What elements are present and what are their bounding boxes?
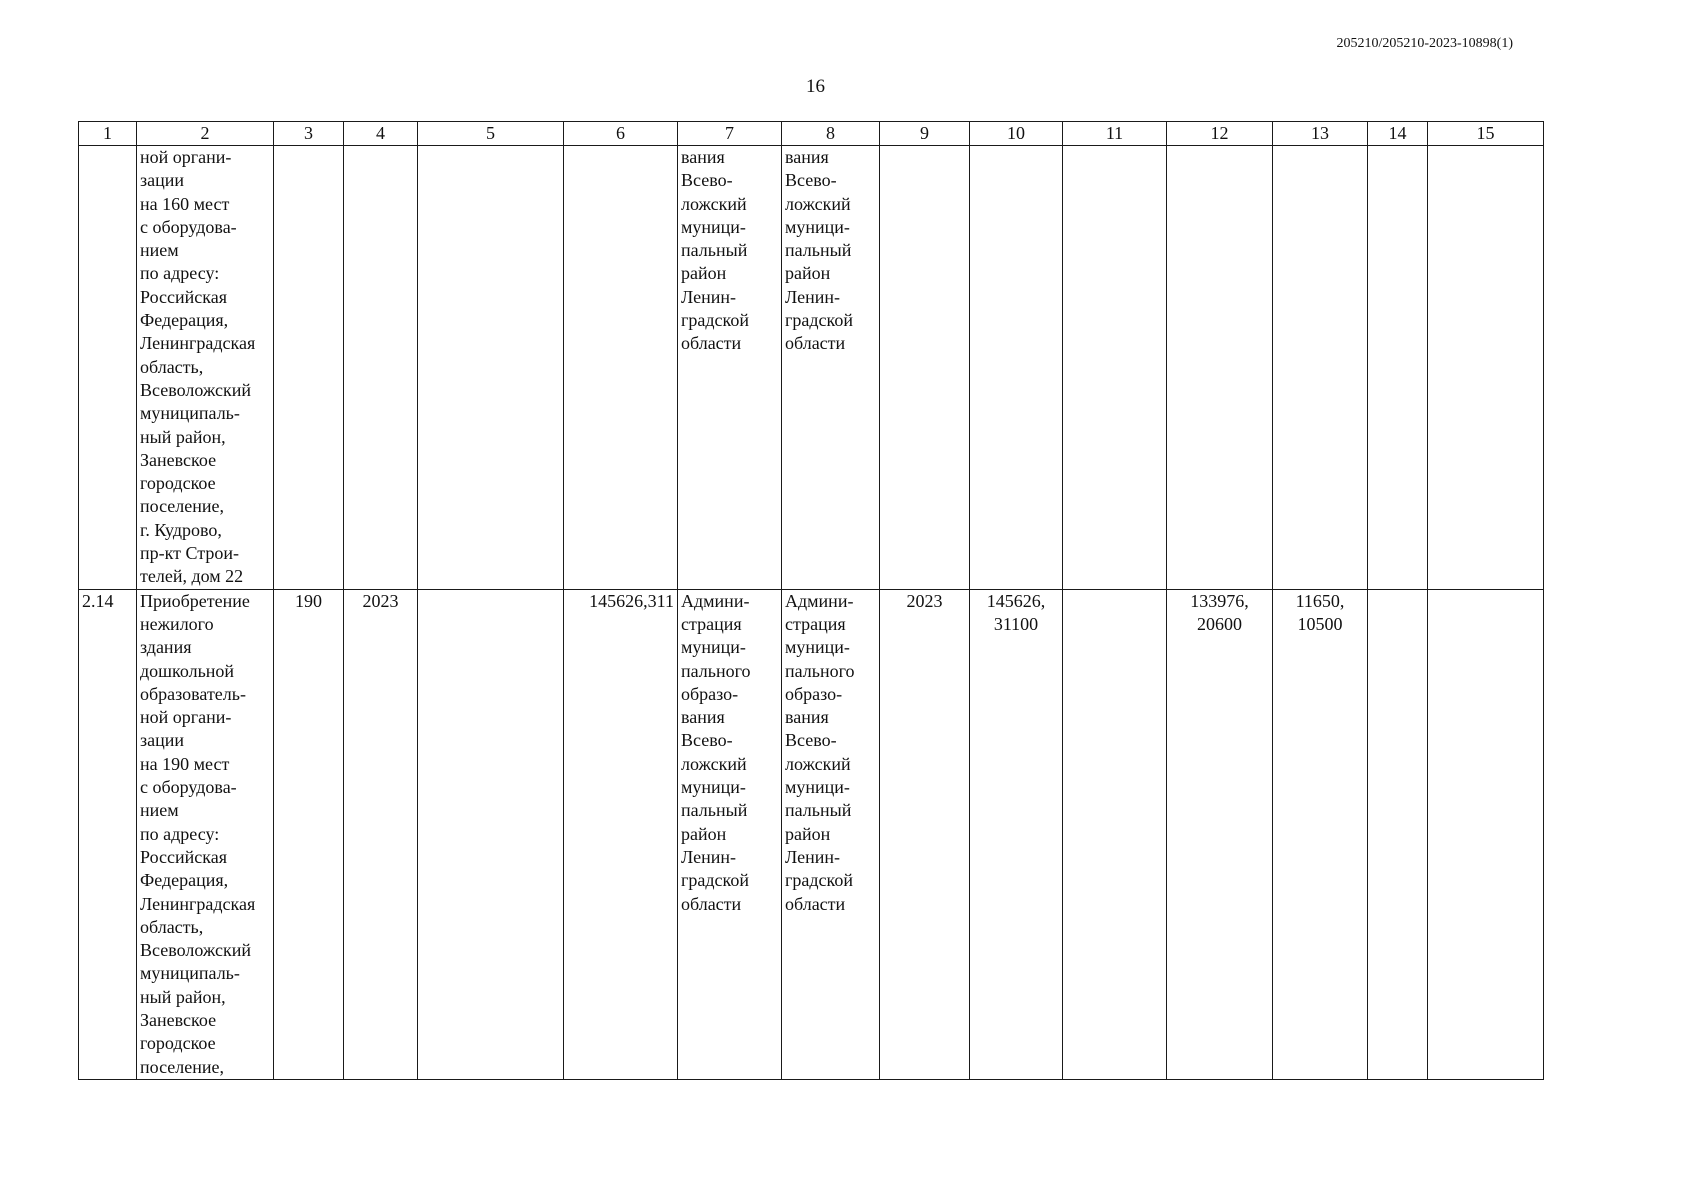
- col11-cell: [1063, 146, 1167, 590]
- capacity-cell: 190: [274, 589, 344, 1079]
- row-number-cell: [79, 146, 137, 590]
- row-number-cell: 2.14: [79, 589, 137, 1079]
- local-budget-cell: [1273, 146, 1368, 590]
- customer-cell: Админи- страция муници- пального образо- вания Всево- ложский муници- пальный район Ленин- градской области: [678, 589, 782, 1079]
- header-cell: 14: [1368, 122, 1428, 146]
- header-cell: 11: [1063, 122, 1167, 146]
- year-cell: [344, 146, 418, 590]
- cost-cell: [564, 146, 678, 590]
- header-cell: 15: [1428, 122, 1544, 146]
- customer-cell: вания Всево- ложский муници- пальный район Ленин- градской области: [678, 146, 782, 590]
- data-table: [78, 121, 1544, 1080]
- regional-budget-cell: 133976, 20600: [1167, 589, 1273, 1079]
- col14-cell: [1368, 589, 1428, 1079]
- year-cell: 2023: [880, 589, 970, 1079]
- table-row: [79, 146, 1544, 590]
- header-cell: 9: [880, 122, 970, 146]
- table-row: [79, 589, 1544, 1079]
- developer-cell: Админи- страция муници- пального образо- вания Всево- ложский муници- пальный район Ленин- градской области: [782, 589, 880, 1079]
- header-cell: 3: [274, 122, 344, 146]
- header-cell: 13: [1273, 122, 1368, 146]
- total-amount-cell: 145626, 31100: [970, 589, 1063, 1079]
- col5-cell: [418, 589, 564, 1079]
- header-cell: 10: [970, 122, 1063, 146]
- col15-cell: [1428, 589, 1544, 1079]
- capacity-cell: [274, 146, 344, 590]
- header-cell: 4: [344, 122, 418, 146]
- col15-cell: [1428, 146, 1544, 590]
- object-description-cell: ной органи- зации на 160 мест с оборудова- нием по адресу: Российская Федерация, Ленинградская область, Всеволожский муниципаль- ный район, Заневское городское поселение, г. Кудрово, пр-кт Строи- телей, дом 22: [137, 146, 274, 590]
- header-cell: 6: [564, 122, 678, 146]
- header-cell: 7: [678, 122, 782, 146]
- header-cell: 5: [418, 122, 564, 146]
- year-cell: [880, 146, 970, 590]
- developer-cell: вания Всево- ложский муници- пальный район Ленин- градской области: [782, 146, 880, 590]
- col5-cell: [418, 146, 564, 590]
- regional-budget-cell: [1167, 146, 1273, 590]
- cost-cell: 145626,311: [564, 589, 678, 1079]
- object-description-cell: Приобретение нежилого здания дошкольной образователь- ной органи- зации на 190 мест с оборудова- нием по адресу: Российская Федерация, Ленинградская область, Всеволожский муниципаль- ный район, Заневское городское поселение,: [137, 589, 274, 1079]
- header-cell: 12: [1167, 122, 1273, 146]
- header-cell: 8: [782, 122, 880, 146]
- year-cell: 2023: [344, 589, 418, 1079]
- page-number: 16: [806, 76, 825, 97]
- header-cell: 2: [137, 122, 274, 146]
- column-number-header-row: [79, 122, 1544, 146]
- local-budget-cell: 11650, 10500: [1273, 589, 1368, 1079]
- total-amount-cell: [970, 146, 1063, 590]
- document-id: 205210/205210-2023-10898(1): [1336, 36, 1513, 51]
- col14-cell: [1368, 146, 1428, 590]
- col11-cell: [1063, 589, 1167, 1079]
- header-cell: 1: [79, 122, 137, 146]
